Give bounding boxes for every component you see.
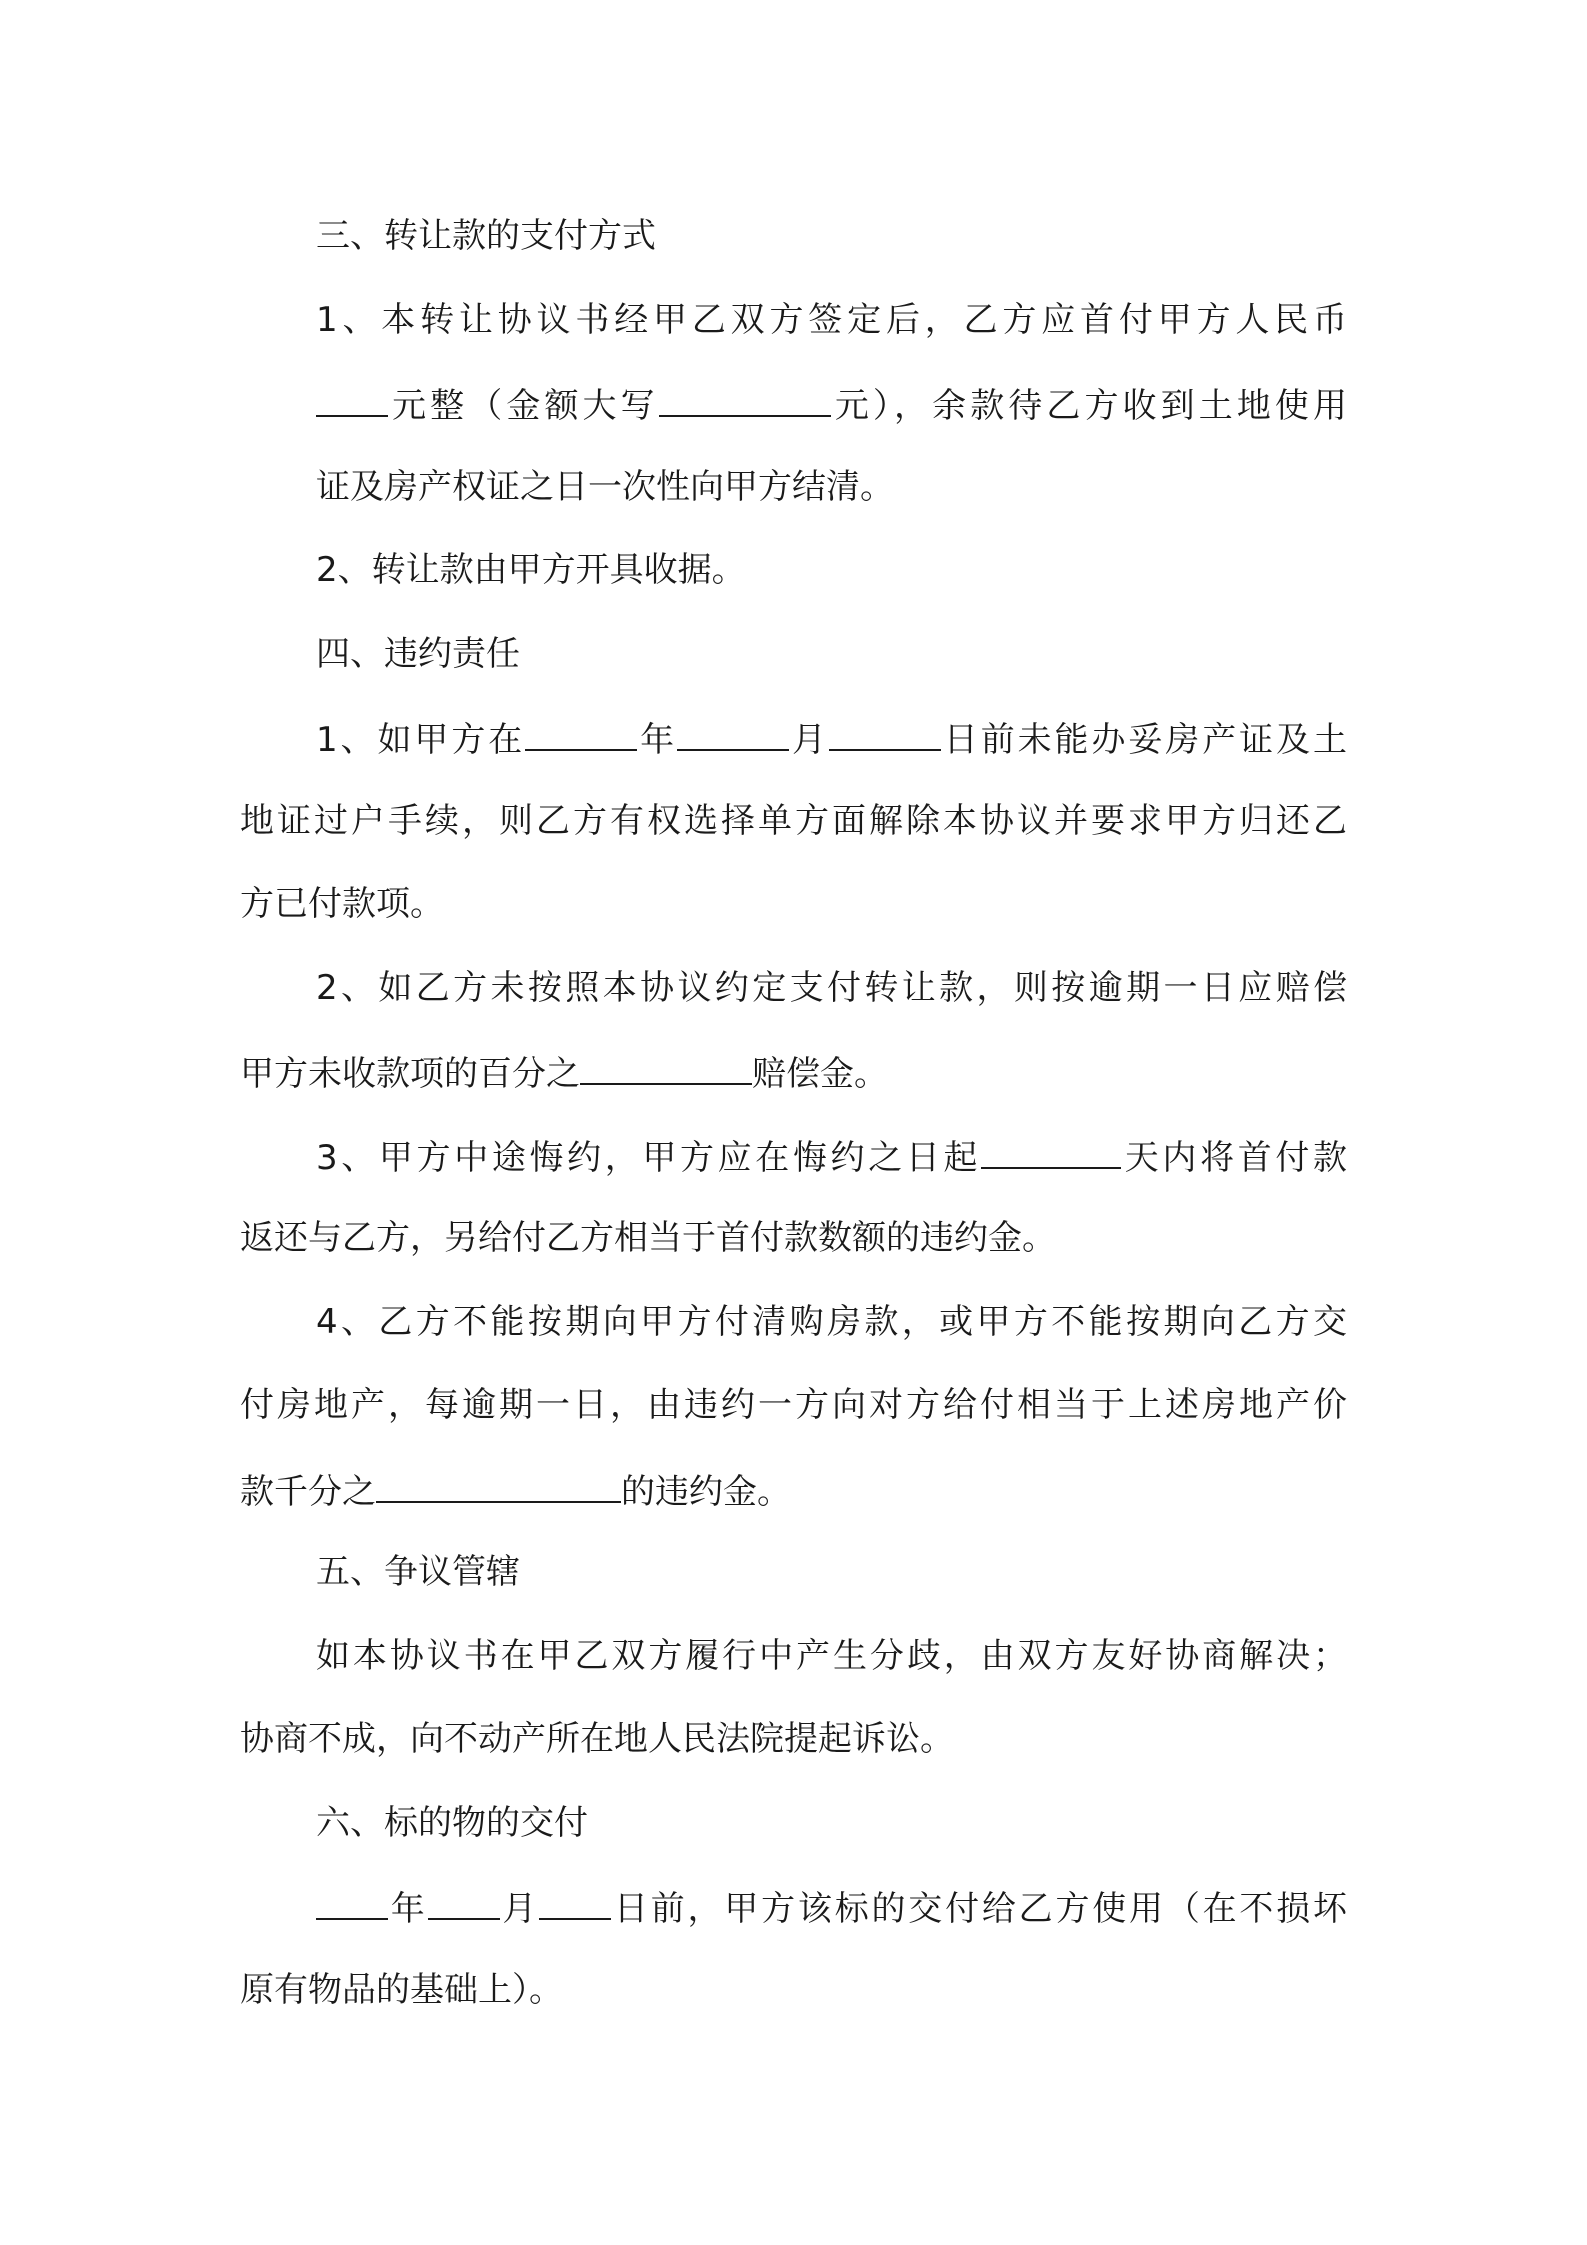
delivery-day-blank[interactable] [539, 1878, 611, 1920]
section-6-line-2 [240, 1962, 1347, 2018]
section-4-item-4-text-1: 4、乙方不能按期向甲方付清购房款，或甲方不能按期向乙方交 [316, 1302, 1347, 1342]
section-4-item-2-line-1 [316, 960, 1347, 1016]
section-4-item-4-text-3a: 款千分之 [240, 1472, 376, 1512]
section-3-heading [316, 208, 1423, 264]
section-6-line-1 [316, 1878, 1347, 1934]
section-3-item-1-line-1 [316, 292, 1347, 348]
section-4-item-2-text-2a: 甲方未收款项的百分之 [240, 1054, 580, 1094]
section-6-text-2: 原有物品的基础上）。 [240, 1970, 563, 2010]
section-4-item-1-text-3: 方已付款项。 [240, 884, 444, 924]
section-4-item-1-line-1 [316, 709, 1347, 765]
section-4-item-1-line-3 [240, 876, 1347, 932]
section-4-item-3-text-1b: 天内将首付款 [1121, 1138, 1347, 1178]
section-4-item-3-line-1 [316, 1127, 1347, 1183]
section-4-item-2-text-2b: 赔偿金。 [752, 1054, 888, 1094]
section-5-text-1: 如本协议书在甲乙双方履行中产生分歧，由双方友好协商解决； [316, 1636, 1347, 1676]
section-4-item-1-text-2: 地证过户手续，则乙方有权选择单方面解除本协议并要求甲方归还乙 [240, 801, 1347, 841]
section-4-item-1-text-1d: 日前未能办妥房产证及土 [940, 720, 1347, 760]
section-4-heading-text: 四、违约责任 [316, 634, 520, 674]
days-blank[interactable] [981, 1127, 1121, 1169]
section-4-item-1-text-1a: 1、如甲方在 [316, 720, 526, 760]
section-4-item-1-text-1b: 年 [637, 720, 678, 760]
section-5-heading-text: 五、争议管辖 [316, 1552, 520, 1592]
year-blank[interactable] [525, 709, 637, 751]
section-3-item-1-text-1: 1、本转让协议书经甲乙双方签定后，乙方应首付甲方人民币 [316, 300, 1347, 340]
section-4-item-1-text-1c: 月 [789, 720, 829, 760]
section-5-heading [316, 1544, 1423, 1600]
section-3-item-1-line-3 [316, 459, 1423, 515]
section-3-item-2-text: 2、转让款由甲方开具收据。 [316, 550, 746, 590]
section-4-item-4-line-2 [240, 1377, 1347, 1433]
section-3-item-1-text-2a: 元整（金额大写 [388, 386, 659, 426]
section-3-item-1-text-3: 证及房产权证之日一次性向甲方结清。 [316, 467, 894, 507]
section-6-text-1c: 日前，甲方该标的交付给乙方使用（在不损坏 [611, 1889, 1348, 1929]
section-4-item-4-line-3 [240, 1461, 1347, 1517]
amount-blank[interactable] [316, 375, 388, 417]
section-5-line-1 [316, 1628, 1347, 1684]
section-3-item-1-line-2 [316, 375, 1347, 431]
section-4-heading [316, 626, 1423, 682]
section-3-item-2 [316, 542, 1423, 598]
section-4-item-3-text-2: 返还与乙方，另给付乙方相当于首付款数额的违约金。 [240, 1218, 1056, 1258]
delivery-year-blank[interactable] [316, 1878, 388, 1920]
section-5-line-2 [240, 1711, 1347, 1767]
day-blank[interactable] [829, 709, 941, 751]
section-4-item-4-text-3b: 的违约金。 [621, 1472, 791, 1512]
section-5-text-2: 协商不成，向不动产所在地人民法院提起诉讼。 [240, 1719, 954, 1759]
section-4-item-1-line-2 [240, 793, 1347, 849]
section-4-item-3-text-1a: 3、甲方中途悔约，甲方应在悔约之日起 [316, 1138, 982, 1178]
delivery-month-blank[interactable] [428, 1878, 500, 1920]
percentage-blank[interactable] [580, 1043, 752, 1085]
section-3-item-1-text-2b: 元），余款待乙方收到土地使用 [830, 386, 1348, 426]
per-mille-blank[interactable] [376, 1461, 621, 1503]
section-4-item-4-text-2: 付房地产，每逾期一日，由违约一方向对方给付相当于上述房地产价 [240, 1385, 1347, 1425]
section-6-text-1a: 年 [388, 1889, 428, 1929]
section-6-heading [316, 1795, 1423, 1851]
section-6-text-1b: 月 [499, 1889, 540, 1929]
section-3-heading-text: 三、转让款的支付方式 [316, 216, 656, 256]
section-4-item-2-text-1: 2、如乙方未按照本协议约定支付转让款，则按逾期一日应赔偿 [316, 968, 1347, 1008]
amount-words-blank[interactable] [659, 375, 831, 417]
section-4-item-3-line-2 [240, 1210, 1347, 1266]
section-4-item-4-line-1 [316, 1294, 1347, 1350]
section-4-item-2-line-2 [240, 1043, 1347, 1099]
month-blank[interactable] [677, 709, 789, 751]
section-6-heading-text: 六、标的物的交付 [316, 1803, 588, 1843]
